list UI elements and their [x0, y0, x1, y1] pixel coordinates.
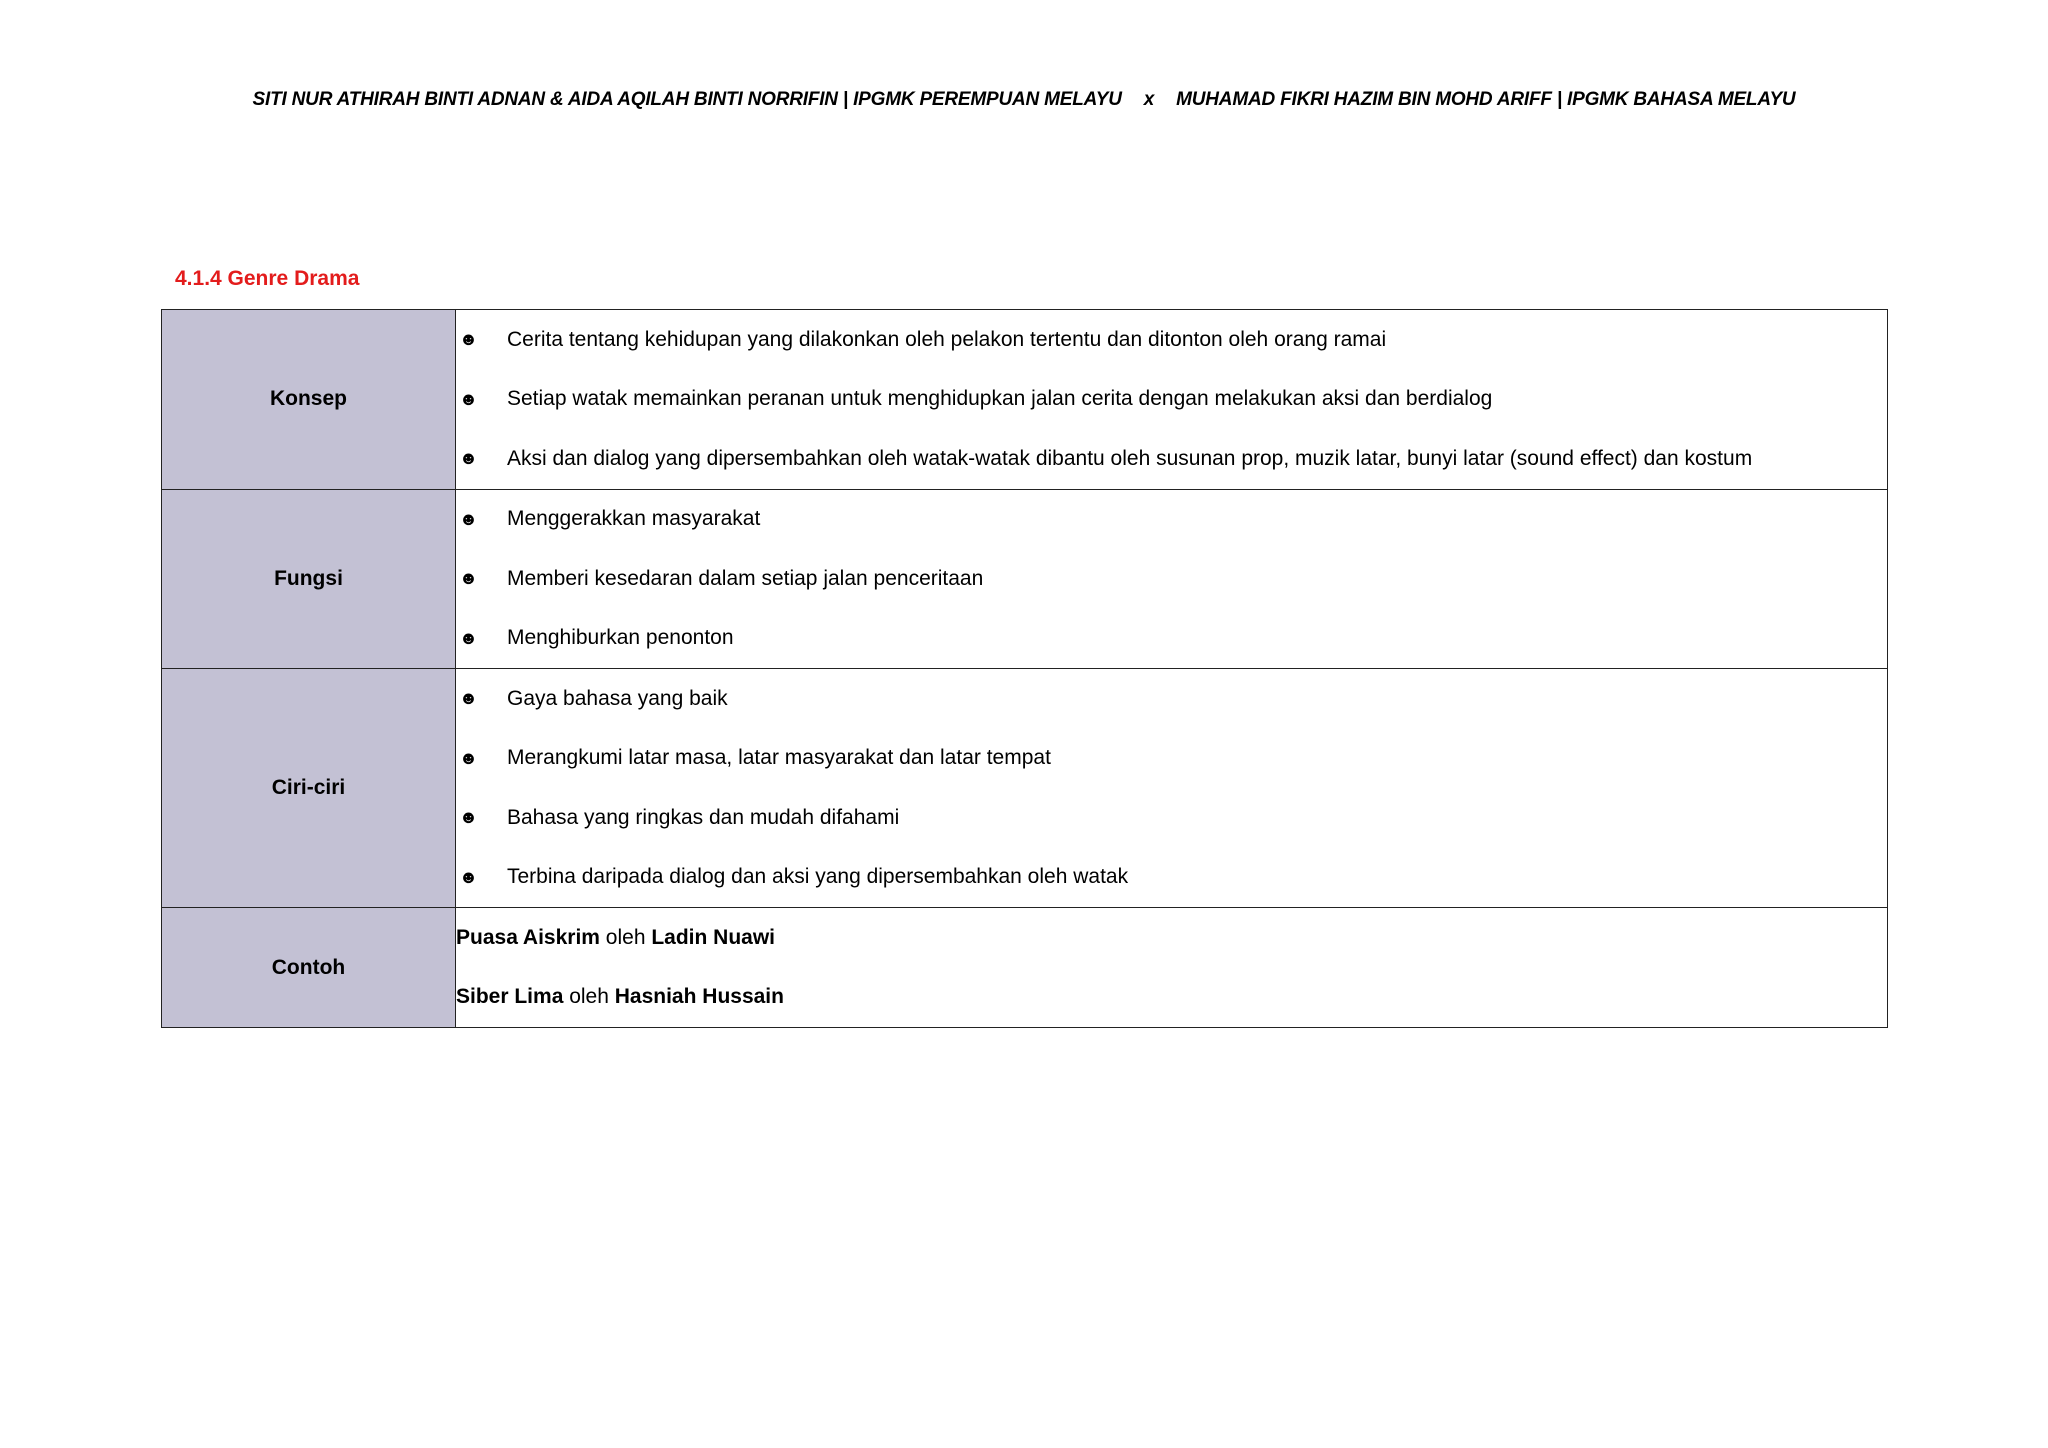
row-label-konsep: Konsep: [162, 310, 456, 490]
list-item: [456, 669, 1887, 729]
list-item: [456, 729, 1887, 789]
row-label-contoh: Contoh: [162, 908, 456, 1028]
list-item: [456, 370, 1887, 430]
smiley-bullet-icon: ☻: [459, 688, 478, 709]
list-item: [456, 429, 1887, 489]
header-left-authors: SITI NUR ATHIRAH BINTI ADNAN & AIDA AQILAH BINTI NORRIFIN | IPGMK PEREMPUAN MELAYU: [252, 89, 1122, 110]
list-item: [456, 848, 1887, 908]
header-right-author: MUHAMAD FIKRI HAZIM BIN MOHD ARIFF | IPGMK BAHASA MELAYU: [1176, 89, 1796, 110]
list-item: [456, 609, 1887, 669]
list-item: [456, 788, 1887, 848]
row-content-contoh: [456, 908, 1888, 1028]
smiley-bullet-icon: ☻: [459, 448, 478, 469]
row-label-fungsi: Fungsi: [162, 489, 456, 669]
example-item: [456, 968, 1887, 1028]
list-item-text: Bahasa yang ringkas dan mudah difahami: [507, 805, 900, 829]
list-item-text: Setiap watak memainkan peranan untuk menghidupkan jalan cerita dengan melakukan aksi dan berdialog: [507, 387, 1493, 411]
smiley-bullet-icon: ☻: [459, 747, 478, 768]
list-item-text: Terbina daripada dialog dan aksi yang dipersembahkan oleh watak: [507, 865, 1129, 889]
example-connector: oleh: [599, 925, 652, 949]
list-item-text: Menggerakkan masyarakat: [507, 507, 761, 531]
list-item-text: Aksi dan dialog yang dipersembahkan oleh watak-watak dibantu oleh susunan prop, muzik latar, bunyi latar (sound effect) dan kostum: [507, 446, 1753, 470]
row-content-konsep: [456, 310, 1888, 490]
row-label-ciri-ciri: Ciri-ciri: [162, 669, 456, 908]
header-separator: x: [1143, 89, 1155, 110]
example-connector: oleh: [563, 985, 615, 1009]
table-row-contoh: [162, 908, 1888, 1028]
smiley-bullet-icon: ☻: [459, 627, 478, 648]
smiley-bullet-icon: ☻: [459, 866, 478, 887]
list-item-text: Memberi kesedaran dalam setiap jalan penceritaan: [507, 566, 984, 590]
list-item-text: Merangkumi latar masa, latar masyarakat dan latar tempat: [507, 746, 1051, 770]
smiley-bullet-icon: ☻: [459, 807, 478, 828]
example-title: Siber Lima: [456, 985, 564, 1009]
smiley-bullet-icon: ☻: [459, 329, 478, 350]
row-content-ciri-ciri: [456, 669, 1888, 908]
list-item-text: Gaya bahasa yang baik: [507, 686, 728, 710]
list-item-text: Menghiburkan penonton: [507, 626, 734, 650]
table-row-ciri-ciri: [162, 669, 1888, 908]
list-item: [456, 310, 1887, 370]
section-heading: 4.1.4 Genre Drama: [175, 267, 360, 290]
table-row-konsep: [162, 310, 1888, 490]
list-item: [456, 549, 1887, 609]
table-row-fungsi: [162, 489, 1888, 669]
example-title: Puasa Aiskrim: [456, 925, 600, 949]
smiley-bullet-icon: ☻: [459, 388, 478, 409]
smiley-bullet-icon: ☻: [459, 568, 478, 589]
example-item: [456, 908, 1887, 968]
example-author: Ladin Nuawi: [651, 925, 776, 949]
row-content-fungsi: [456, 489, 1888, 669]
list-item-text: Cerita tentang kehidupan yang dilakonkan oleh pelakon tertentu dan ditonton oleh orang ramai: [507, 327, 1387, 351]
list-item: [456, 490, 1887, 550]
example-author: Hasniah Hussain: [614, 985, 784, 1009]
page-header: [0, 89, 2048, 111]
smiley-bullet-icon: ☻: [459, 508, 478, 529]
genre-drama-table: [161, 309, 1888, 1028]
